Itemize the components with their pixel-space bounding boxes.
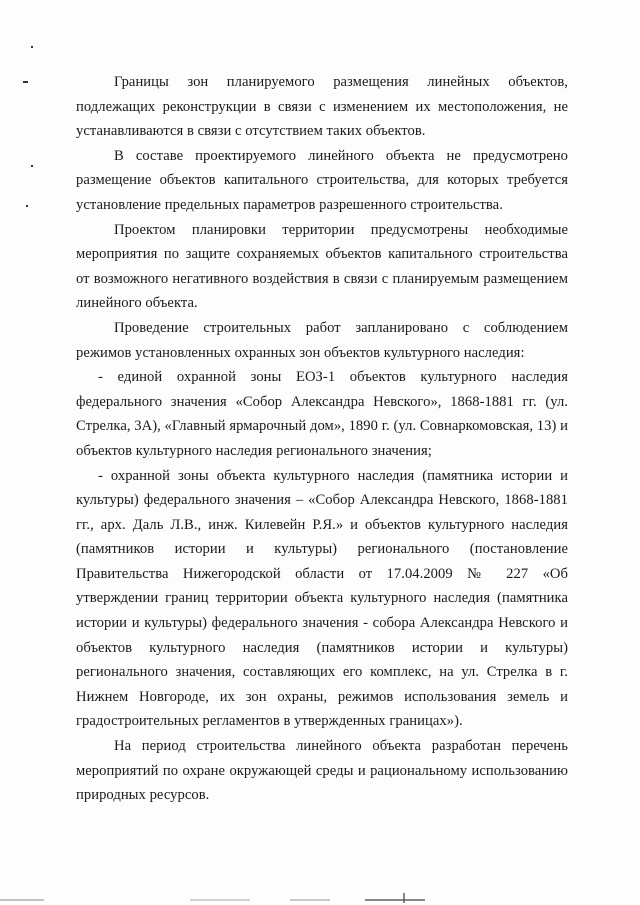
- scan-edge-mark: [190, 899, 250, 901]
- paragraph-protection-measures: Проектом планировки территории предусмотрены необходимые мероприятия по защите сохраняемых объектов капитального строительства от возможного негативного воздействия в связи с планируемым размещением линейного объекта.: [76, 221, 568, 312]
- scan-edge-mark: [290, 899, 330, 901]
- paragraph-boundaries: Границы зон планируемого размещения линейных объектов, подлежащих реконструкции в связи с изменением их местоположения, не устанавливаются в связи с отсутствием таких объектов.: [76, 74, 568, 140]
- scan-speck: [31, 46, 33, 48]
- list-item-unified-zone: - единой охранной зоны ЕОЗ-1 объектов культурного наследия федерального значения «Собор Александра Невского», 1868-1881 гг. (ул. Стрелка, 3А), «Главный ярмарочный дом», 1890 г. (ул. Совнаркомовская, 13) и объектов культурного наследия регионального значения;: [76, 369, 568, 459]
- scan-edge-mark: [365, 899, 425, 901]
- scan-speck: [23, 81, 28, 83]
- scan-edge-mark: [0, 899, 44, 901]
- document-body: [76, 70, 568, 808]
- scan-edge-tick: [403, 893, 405, 903]
- paragraph-capital-construction: В составе проектируемого линейного объекта не предусмотрено размещение объектов капитального строительства, для которых требуется установление предельных параметров разрешенного строительства.: [76, 147, 568, 213]
- scan-speck: [31, 165, 33, 167]
- paragraph-environment: На период строительства линейного объекта разработан перечень мероприятий по охране окружающей среды и рациональному использованию природных ресурсов.: [76, 738, 568, 804]
- list-item-protection-zone: - охранной зоны объекта культурного наследия (памятника истории и культуры) федерального значения – «Собор Александра Невского, 1868-1881 гг., арх. Даль Л.В., инж. Килевейн Р.Я.» и объектов культурного наследия (памятников истории и культуры) регионального (постановление Правительства Нижегородской области от 17.04.2009 № 227 «Об утверждении границ территории объекта культурного наследия (памятника истории и культуры) федерального значения - собора Александра Невского и объектов культурного наследия (памятников истории и культуры) регионального значения, составляющих его комплекс, на ул. Стрелка в г. Нижнем Новгороде, их зон охраны, режимов использования земель и градостроительных регламентов в утвержденных границах»).: [76, 467, 568, 730]
- paragraph-construction-works: Проведение строительных работ запланировано с соблюдением режимов установленных охранных зон объектов культурного наследия:: [76, 319, 568, 361]
- scan-speck: [26, 205, 28, 207]
- scan-bottom-edge: [0, 893, 640, 905]
